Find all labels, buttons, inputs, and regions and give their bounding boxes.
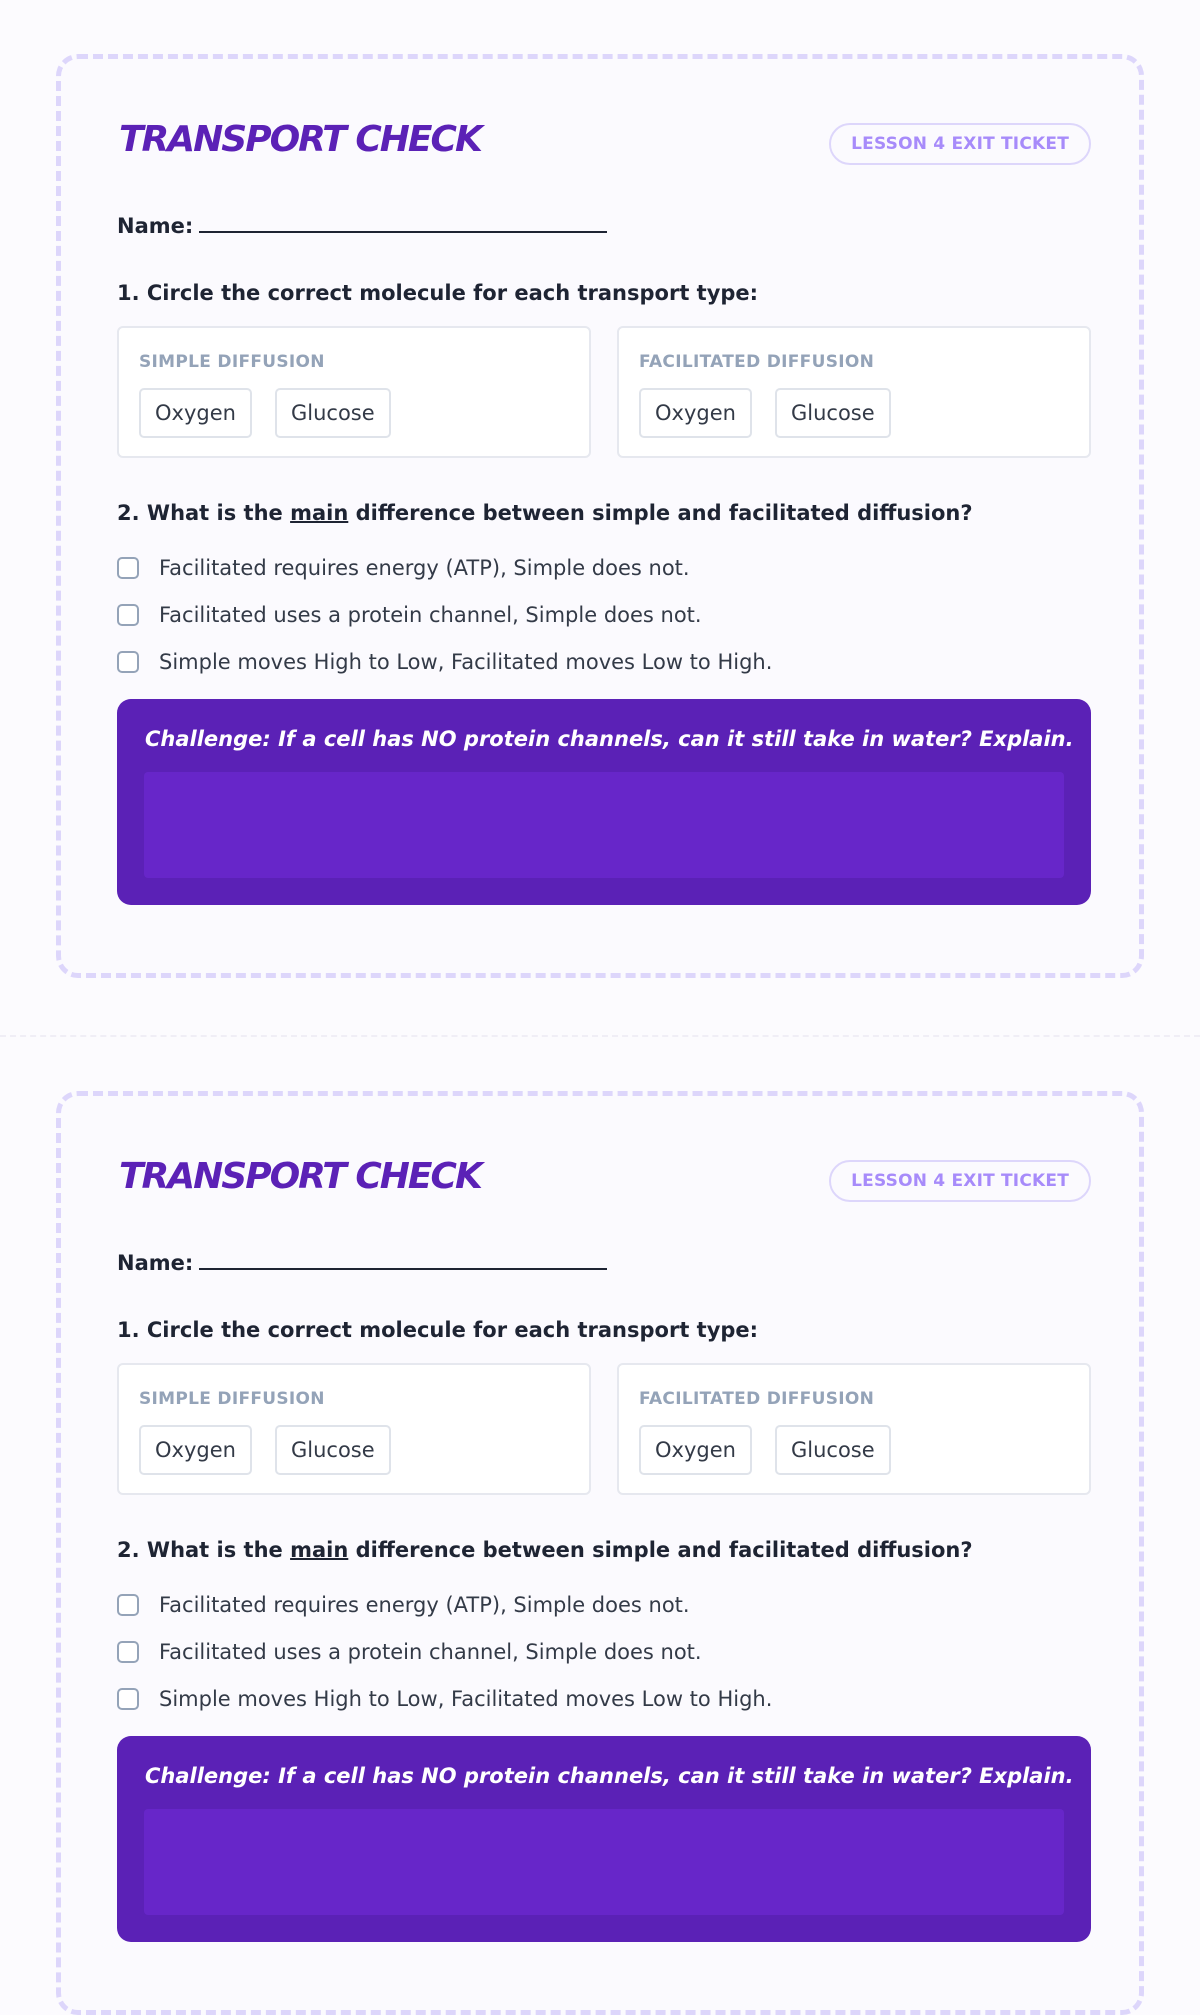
lesson-badge: LESSON 4 EXIT TICKET	[829, 123, 1091, 165]
answer-option-label: Facilitated uses a protein channel, Simple does not.	[159, 1640, 702, 1664]
facilitated-diffusion-box	[617, 326, 1091, 458]
challenge-panel	[117, 1736, 1091, 1942]
option-glucose[interactable]: Glucose	[775, 388, 891, 438]
question-2	[117, 1538, 973, 1562]
checkbox[interactable]	[117, 1688, 139, 1710]
answer-option-label: Simple moves High to Low, Facilitated moves Low to High.	[159, 1687, 773, 1711]
cut-line-divider	[0, 1035, 1200, 1037]
challenge-answer-area[interactable]	[144, 1809, 1064, 1915]
ticket-title: TRANSPORT CHECK	[119, 1156, 481, 1197]
exit-ticket	[56, 1091, 1144, 2015]
answer-option[interactable]	[117, 1684, 772, 1714]
box-label: FACILITATED DIFFUSION	[639, 352, 875, 372]
answer-option[interactable]	[117, 600, 702, 630]
name-blank-line[interactable]	[199, 209, 607, 233]
answer-option-label: Facilitated requires energy (ATP), Simple does not.	[159, 556, 690, 580]
name-field	[117, 209, 607, 238]
name-blank-line[interactable]	[199, 1246, 607, 1270]
ticket-title: TRANSPORT CHECK	[119, 119, 481, 160]
facilitated-diffusion-box	[617, 1363, 1091, 1495]
question-2-emphasis: main	[290, 1538, 349, 1562]
answer-option-label: Facilitated requires energy (ATP), Simple does not.	[159, 1593, 690, 1617]
checkbox[interactable]	[117, 604, 139, 626]
question-1: 1. Circle the correct molecule for each transport type:	[117, 281, 759, 305]
checkbox[interactable]	[117, 557, 139, 579]
exit-ticket	[56, 54, 1144, 978]
checkbox[interactable]	[117, 1594, 139, 1616]
answer-option[interactable]	[117, 1590, 690, 1620]
option-glucose[interactable]: Glucose	[775, 1425, 891, 1475]
box-label: FACILITATED DIFFUSION	[639, 1389, 875, 1409]
question-2-emphasis: main	[290, 501, 349, 525]
answer-option-label: Simple moves High to Low, Facilitated moves Low to High.	[159, 650, 773, 674]
answer-option-label: Facilitated uses a protein channel, Simple does not.	[159, 603, 702, 627]
challenge-panel	[117, 699, 1091, 905]
answer-option[interactable]	[117, 1637, 702, 1667]
answer-option[interactable]	[117, 553, 690, 583]
question-2-start: 2. What is the	[117, 501, 291, 525]
name-label: Name:	[117, 1251, 194, 1275]
option-oxygen[interactable]: Oxygen	[639, 1425, 752, 1475]
lesson-badge: LESSON 4 EXIT TICKET	[829, 1160, 1091, 1202]
option-glucose[interactable]: Glucose	[275, 388, 391, 438]
question-2	[117, 501, 973, 525]
challenge-prompt: Challenge: If a cell has NO protein channels, can it still take in water? Explain.	[145, 1764, 1074, 1788]
question-1: 1. Circle the correct molecule for each transport type:	[117, 1318, 759, 1342]
challenge-answer-area[interactable]	[144, 772, 1064, 878]
option-oxygen[interactable]: Oxygen	[139, 1425, 252, 1475]
box-label: SIMPLE DIFFUSION	[139, 352, 325, 372]
question-2-start: 2. What is the	[117, 1538, 291, 1562]
option-oxygen[interactable]: Oxygen	[139, 388, 252, 438]
answer-option[interactable]	[117, 647, 772, 677]
option-oxygen[interactable]: Oxygen	[639, 388, 752, 438]
simple-diffusion-box	[117, 1363, 591, 1495]
name-label: Name:	[117, 214, 194, 238]
question-2-end: difference between simple and facilitated diffusion?	[348, 501, 973, 525]
question-2-end: difference between simple and facilitated diffusion?	[348, 1538, 973, 1562]
option-glucose[interactable]: Glucose	[275, 1425, 391, 1475]
checkbox[interactable]	[117, 1641, 139, 1663]
challenge-prompt: Challenge: If a cell has NO protein channels, can it still take in water? Explain.	[145, 727, 1074, 751]
name-field	[117, 1246, 607, 1275]
simple-diffusion-box	[117, 326, 591, 458]
checkbox[interactable]	[117, 651, 139, 673]
box-label: SIMPLE DIFFUSION	[139, 1389, 325, 1409]
